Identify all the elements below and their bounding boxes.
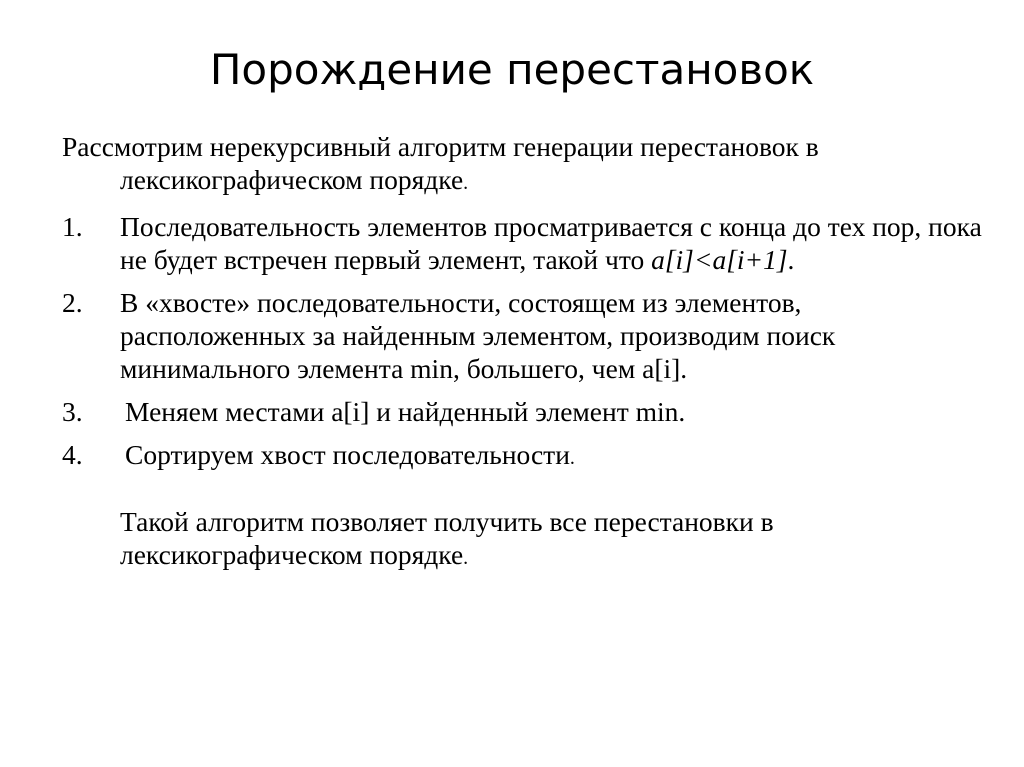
slide-content — [62, 130, 992, 575]
intro-paragraph — [62, 130, 992, 200]
step-1-text: Последовательность элементов просматривается с конца до тех пор, пока не будет встречен первый элемент, такой что — [120, 211, 982, 275]
step-1-text-block — [120, 210, 992, 276]
intro-text: Рассмотрим нерекурсивный алгоритм генерации перестановок в лексикографическом порядке — [62, 131, 819, 195]
step-3-text: Меняем местами a[i] и найденный элемент min. — [125, 396, 686, 427]
step-2 — [62, 286, 992, 385]
step-4-text: Сортируем хвост последовательности — [125, 439, 570, 470]
step-1-math: a[i]<a[i+1] — [651, 244, 788, 275]
step-4-text-block — [120, 438, 992, 475]
step-1-number: 1. — [62, 211, 83, 242]
step-2-number: 2. — [62, 287, 83, 318]
step-4 — [62, 438, 992, 475]
intro-end: . — [463, 172, 469, 194]
step-3-number: 3. — [62, 396, 83, 427]
step-3 — [62, 395, 992, 428]
step-1-end: . — [787, 244, 795, 275]
closing-end: . — [463, 547, 469, 569]
slide-title: Порождение перестановок — [209, 45, 815, 94]
closing-paragraph — [62, 505, 992, 575]
step-4-number: 4. — [62, 439, 83, 470]
step-4-end: . — [569, 447, 575, 469]
step-2-text: В «хвосте» последовательности, состоящем из элементов, расположенных за найденным элементом, производим поиск минимального элемента min, большего, чем a[i]. — [120, 287, 836, 384]
step-1 — [62, 210, 992, 276]
closing-text: Такой алгоритм позволяет получить все перестановки в лексикографическом порядке — [120, 506, 774, 570]
